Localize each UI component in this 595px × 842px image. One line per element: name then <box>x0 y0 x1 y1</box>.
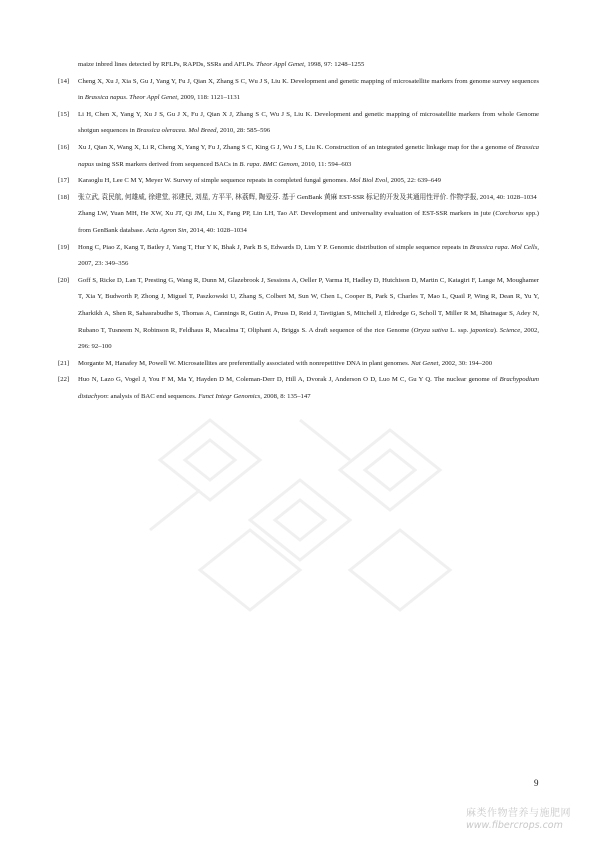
site-watermark-name: 麻类作物营养与施肥网 <box>466 808 571 819</box>
italic-text: Brassica oleracea <box>136 127 185 135</box>
diamond-logo-icon <box>140 400 470 630</box>
reference-text <box>78 173 539 190</box>
text-run: , 2014, 40: 1028–1034 <box>186 226 247 234</box>
italic-text: japonica <box>470 326 494 334</box>
text-run: Goff S, Ricke D, Lan T, Presting G, Wang R, Dunn M, Glazebrook J, Sessions A, Oeller P, Varma H, Hadley D, Hutchison D, Martin C, Katagiri F, Lange M, Moughamer T, Xia Y, Budworth P, Zhong J, Miguel T, Paszkowski U, Zhang S, Colbert M, Sun W, Chen L, Cooper B, Park S, Charles T, Mao L, Quail P, Wing R, Dean R, Yu Y, Zharkikh A, Shen R, Sahasrabudhe S, Thomas A, Cannings R, Gutin A, Pruss D, Reid J, Tavtigian S, Mitchell J, Eldredge G, Scholl T, Miller R M, Bhatnagar S, Adey N, Rubano T, Tusneem N, Robinson R, Feldhaus R, Macalma T, Oliphant A, Briggs S. A draft sequence of the rice Genome ( <box>78 276 539 334</box>
text-run: . <box>507 243 512 251</box>
italic-text: BMC Genom <box>262 160 298 168</box>
reference-text <box>78 206 539 239</box>
reference-item <box>58 107 539 140</box>
italic-text: Mol Biol Evol <box>349 177 388 185</box>
reference-item <box>58 190 539 207</box>
reference-text <box>78 190 539 207</box>
text-run: Li H, Chen X, Yang Y, Xu J S, Gu J X, Fu J, Qian X J, Zhang S C, Wu J S, Liu K. Development and genetic mapping of microsatellite markers from whole Genome shotgun sequences in <box>78 110 539 135</box>
text-run: using SSR markers derived from sequenced BACs in <box>93 160 240 168</box>
reference-text <box>78 240 539 273</box>
site-watermark <box>466 808 591 832</box>
reference-number: [14] <box>58 77 70 85</box>
reference-item <box>58 57 539 74</box>
reference-number: [22] <box>58 376 70 384</box>
text-run: . <box>259 160 263 168</box>
reference-item <box>58 240 539 273</box>
text-run: Cheng X, Xu J, Xia S, Gu J, Yang Y, Fu J, Qian X, Zhang S C, Wu J S, Liu K. Development and genetic mapping of microsatellite markers from genome survey sequences in <box>78 77 539 102</box>
text-run: Karaoglu H, Lee C M Y, Meyer W. Survey of simple sequence repeats in completed fungal genomes. <box>78 177 350 185</box>
italic-text: Mol Cells <box>511 243 538 251</box>
italic-text: Acta Agron Sin <box>145 226 187 234</box>
text-run: Huo N, Lazo G, Vogel J, You F M, Ma Y, Hayden D M, Coleman-Derr D, Hill A, Dvorak J, Anderson O D, Luo M C, Gu Y Q. The nuclear genome of <box>78 376 500 384</box>
text-run: Hong C, Piao Z, Kang T, Batley J, Yang T, Hur Y K, Bhak J, Park B S, Edwards D, Lim Y P. Genomic distribution of simple sequence repeats in <box>78 243 470 251</box>
text-run: , 2005, 22: 639–649 <box>387 177 441 185</box>
text-run: . <box>185 127 189 135</box>
reference-number: [21] <box>58 359 70 367</box>
text-run: : analysis of BAC end sequences. <box>106 392 199 400</box>
reference-number: [19] <box>58 243 70 251</box>
reference-item <box>58 273 539 356</box>
text-run: maize inbred lines detected by RFLPs, RAPDs, SSRs and AFLPs. <box>78 61 257 68</box>
text-run: , 2002, 296: 92–100 <box>78 326 540 351</box>
text-run: , 2007, 23: 349–356 <box>78 243 540 268</box>
italic-text: B. rapa <box>239 160 260 168</box>
reference-text <box>78 372 539 405</box>
reference-list <box>58 57 539 405</box>
text-run: . <box>125 94 130 102</box>
italic-text: Nat Genet <box>411 359 439 367</box>
italic-text: Brachypodium distachyon <box>78 376 539 400</box>
reference-number: [20] <box>58 276 70 284</box>
text-run: Xu J, Qian X, Wang X, Li R, Cheng X, Yang Y, Fu J, Zhang S C, King G J, Wu J S, Liu K. Construction of an integrated genetic linkage map for the a genome of <box>78 143 516 151</box>
reference-text <box>78 140 539 173</box>
text-run: L. ssp. <box>448 326 471 334</box>
reference-number: [16] <box>58 143 70 151</box>
reference-text <box>78 273 539 356</box>
text-run: spp.) from GenBank database. <box>78 210 539 234</box>
italic-text: Corchorus <box>495 210 524 218</box>
page-number: 9 <box>534 778 539 788</box>
text-run: , 2008, 8: 135–147 <box>260 392 311 400</box>
italic-text: Mol Breed <box>188 127 217 135</box>
italic-text: Brassica rapa <box>469 243 508 251</box>
text-run: , 2009, 118: 1121–1131 <box>177 94 241 102</box>
italic-text: Brassica napus <box>84 94 126 102</box>
text-run: , 2010, 11: 594–603 <box>297 160 352 168</box>
reference-item <box>58 372 539 405</box>
text-run: , 1998, 97: 1248–1255 <box>303 61 365 68</box>
text-run: 张立武, 袁民航, 何雄威, 徐建堂, 祁建民, 刘星, 方平平, 林荔辉, 陶爱芬. 基于 GenBank 黄麻 EST-SSR 标记的开发及其通用性评价. 作物学报, 2014, 40: 1028–1034 <box>78 193 537 201</box>
reference-number: [15] <box>58 110 70 118</box>
italic-text: Funct Integr Genomics <box>198 392 261 400</box>
reference-number: [18] <box>58 193 70 201</box>
italic-text: Brassica napus <box>78 143 539 168</box>
reference-text <box>78 356 539 373</box>
italic-text: Science <box>499 326 521 334</box>
reference-item <box>58 74 539 107</box>
reference-text <box>78 107 539 140</box>
reference-number: [17] <box>58 177 70 185</box>
text-run: , 2010, 28: 585–596 <box>216 127 271 135</box>
reference-text <box>78 57 539 74</box>
italic-text: Theor Appl Genet <box>256 61 304 68</box>
text-run: Morgante M, Hanafey M, Powell W. Microsatellites are preferentially associated with nonrepetitive DNA in plant genomes. <box>78 359 412 367</box>
reference-item <box>58 356 539 373</box>
site-watermark-url: www.fibercrops.com <box>466 820 563 831</box>
reference-item <box>58 173 539 190</box>
italic-text: Theor Appl Genet <box>129 94 178 102</box>
text-run: Zhang LW, Yuan MH, He XW, Xu JT, Qi JM, Liu X, Fang PP, Lin LH, Tao AF. Development and universality evaluation of EST-SSR markers in jute ( <box>78 210 496 218</box>
reference-item <box>58 140 539 173</box>
text-run: ). <box>493 326 500 334</box>
text-run: , 2002, 30: 194–200 <box>438 359 493 367</box>
italic-text: Oryza sativa <box>413 326 449 334</box>
reference-text <box>78 74 539 107</box>
reference-item <box>58 206 539 239</box>
